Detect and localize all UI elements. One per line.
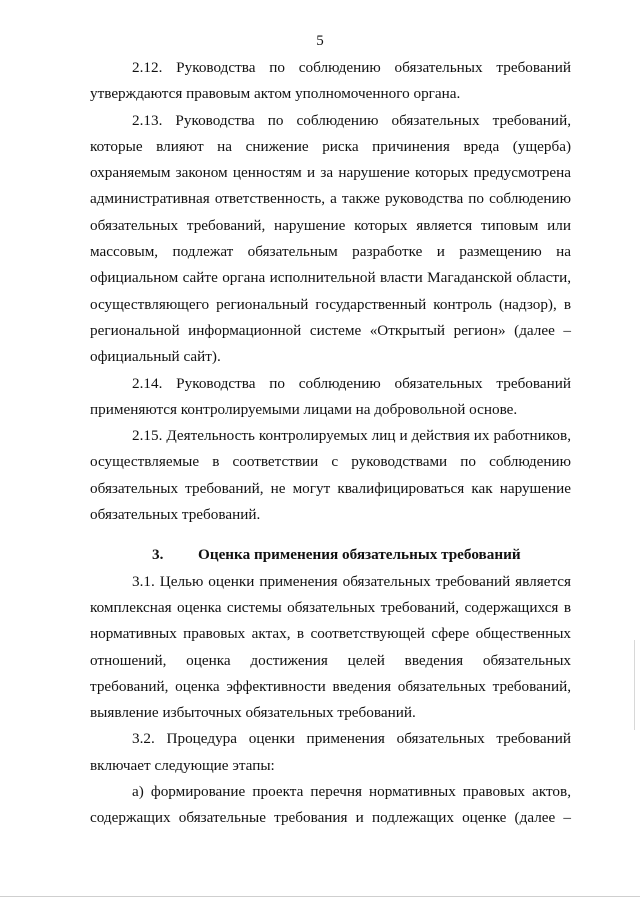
- scan-edge-mark: [634, 640, 635, 730]
- paragraph-3-2: 3.2. Процедура оценки применения обязательных требований включает следующие этапы:: [90, 730, 571, 774]
- page-number: 5: [316, 33, 324, 49]
- section-3-number: 3.: [152, 546, 164, 564]
- section-3-heading: [90, 542, 571, 568]
- document-body: [90, 55, 571, 832]
- paragraph-2-12: 2.12. Руководства по соблюдению обязательных требований утверждаются правовым актом уполномоченного органа.: [90, 59, 571, 103]
- paragraph-2-13: 2.13. Руководства по соблюдению обязательных требований, которые влияют на снижение риска причинения вреда (ущерба) охраняемым законом ценностям и за нарушение которых предусмотрена административная ответственность, а также руководства по соблюдению обязательных требований, нарушение которых является типовым или массовым, подлежат обязательным разработке и размещению на официальном сайте органа исполнительной власти Магаданской области, осуществляющего региональный государственный контроль (надзор), в региональной информационной системе «Открытый регион» (далее – официальный сайт).: [90, 111, 571, 366]
- paragraph-3-1: 3.1. Целью оценки применения обязательных требований является комплексная оценка системы обязательных требований, содержащихся в нормативных правовых актах, в соответствующей сфере общественных отношений, оценка достижения целей введения обязательных требований, оценка эффективности введения обязательных требований, выявление избыточных обязательных требований.: [90, 572, 571, 722]
- paragraph-3-2-a: а) формирование проекта перечня нормативных правовых актов, содержащих обязательные требования и подлежащих оценке (далее –: [90, 783, 571, 827]
- paragraph-2-14: 2.14. Руководства по соблюдению обязательных требований применяются контролируемыми лицами на добровольной основе.: [90, 374, 571, 418]
- section-3-title: Оценка применения обязательных требований: [198, 546, 521, 564]
- paragraph-2-15: 2.15. Деятельность контролируемых лиц и действия их работников, осуществляемые в соответствии с руководствами по соблюдению обязательных требований, не могут квалифицироваться как нарушение обязательных требований.: [90, 427, 571, 524]
- scan-bottom-edge: [0, 896, 640, 897]
